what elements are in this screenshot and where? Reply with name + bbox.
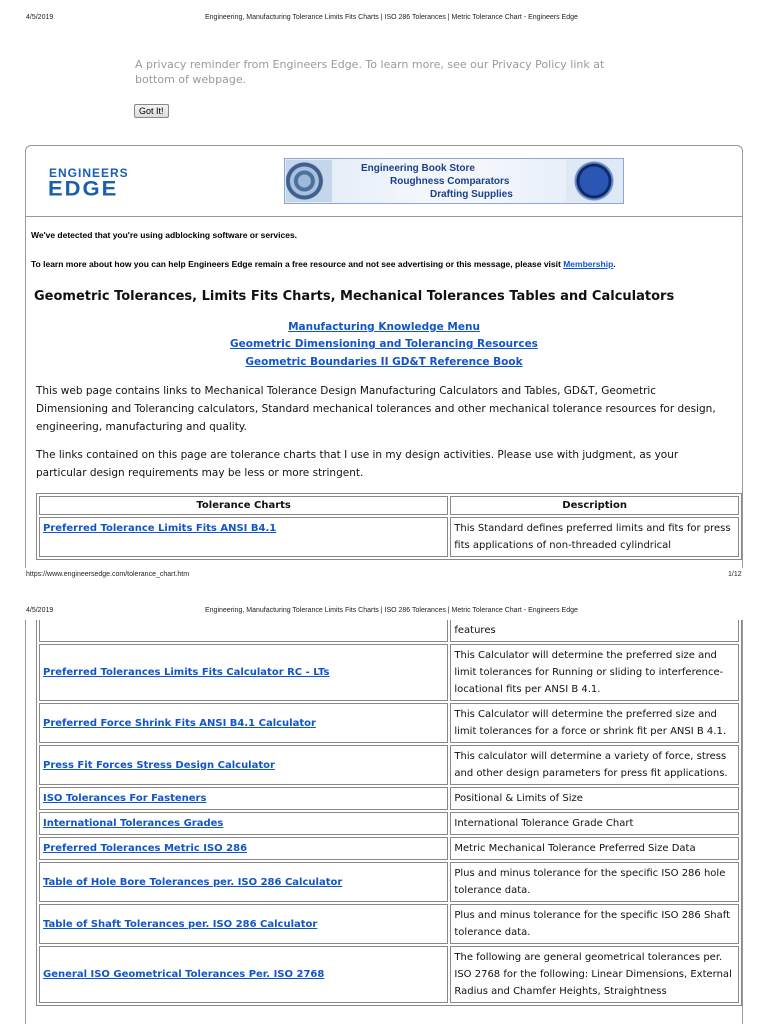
tolerance-chart-link[interactable]: ISO Tolerances For Fasteners — [39, 787, 448, 810]
intro-paragraph: This web page contains links to Mechanical Tolerance Design Manufacturing Calculators and Tables, GD&T, Geometric Dimensioning and Tolerancing calculators, Standard mechanical tolerances and other mechanical tolerance resources for design, engineering, manufacturing and quality. — [36, 385, 716, 433]
table-row — [39, 837, 739, 860]
tolerance-chart-link[interactable]: Press Fit Forces Stress Design Calculator — [39, 745, 448, 785]
chart-description: The following are general geometrical tolerances per. ISO 2768 for the following: Linear Dimensions, External Radius and Chamfer Heights, Straightness — [450, 946, 739, 1003]
ad-banner[interactable] — [284, 158, 624, 204]
membership-link[interactable]: Membership — [563, 259, 614, 269]
table-row — [39, 620, 739, 642]
print-title: Engineering, Manufacturing Tolerance Limits Fits Charts | ISO 286 Tolerances | Metric Tolerance Chart - Engineers Edge — [205, 14, 578, 21]
table-row — [39, 644, 739, 701]
chart-description: Metric Mechanical Tolerance Preferred Size Data — [450, 837, 739, 860]
table-row — [39, 904, 739, 944]
logo-line1[interactable]: ENGINEERS — [49, 166, 129, 180]
tolerance-chart-link[interactable]: Preferred Force Shrink Fits ANSI B4.1 Calculator — [39, 703, 448, 743]
tolerance-table-continued — [36, 620, 742, 1006]
tolerance-chart-link[interactable]: Preferred Tolerances Metric ISO 286 — [39, 837, 448, 860]
gears-image-icon — [286, 160, 332, 202]
banner-line-1[interactable]: Engineering Book Store — [361, 163, 475, 174]
tolerance-chart-link[interactable]: Table of Hole Bore Tolerances per. ISO 286 Calculator — [39, 862, 448, 902]
print-footer-url: https://www.engineersedge.com/tolerance_chart.htm — [26, 571, 190, 578]
gdt-resources-link[interactable]: Geometric Dimensioning and Tolerancing Resources — [230, 338, 538, 350]
got-it-button[interactable]: Got It! — [134, 104, 169, 118]
banner-line-3[interactable]: Drafting Supplies — [430, 189, 513, 200]
privacy-reminder: A privacy reminder from Engineers Edge. To learn more, see our Privacy Policy link at bottom of webpage. — [135, 58, 605, 86]
banner-line-2[interactable]: Roughness Comparators — [390, 176, 510, 187]
table-row — [39, 703, 739, 743]
logo-line2[interactable]: EDGE — [48, 176, 119, 201]
chart-description: This calculator will determine a variety of force, stress and other design parameters for press fit applications. — [450, 745, 739, 785]
chart-description: Plus and minus tolerance for the specific ISO 286 Shaft tolerance data. — [450, 904, 739, 944]
adblock-text: To learn more about how you can help Engineers Edge remain a free resource and not see advertising or this message, please visit — [31, 259, 564, 269]
page-title: Geometric Tolerances, Limits Fits Charts, Mechanical Tolerances Tables and Calculators — [34, 289, 675, 304]
print-date: 4/5/2019 — [26, 14, 54, 21]
header-divider — [26, 216, 742, 217]
print-title-p2: Engineering, Manufacturing Tolerance Limits Fits Charts | ISO 286 Tolerances | Metric Tolerance Chart - Engineers Edge — [205, 607, 578, 614]
manufacturing-menu-link[interactable]: Manufacturing Knowledge Menu — [288, 321, 480, 333]
adblock-notice: We've detected that you're using adblocking software or services. — [31, 230, 298, 240]
chart-description: Positional & Limits of Size — [450, 787, 739, 810]
chart-description: features — [450, 620, 739, 642]
tolerance-chart-link[interactable]: General ISO Geometrical Tolerances Per. ISO 2768 — [39, 946, 448, 1003]
table-row — [39, 862, 739, 902]
gdt-book-link[interactable]: Geometric Boundaries II GD&T Reference Book — [245, 356, 523, 368]
tolerance-chart-link[interactable]: International Tolerances Grades — [39, 812, 448, 835]
table-row — [39, 946, 739, 1003]
col-header-description: Description — [450, 496, 739, 515]
tolerance-chart-link[interactable]: Preferred Tolerance Limits Fits ANSI B4.1 — [39, 517, 448, 557]
table-row — [39, 517, 739, 557]
adblock-period: . — [613, 259, 616, 269]
chart-description: Plus and minus tolerance for the specific ISO 286 hole tolerance data. — [450, 862, 739, 902]
print-date-p2: 4/5/2019 — [26, 607, 54, 614]
chart-description: This Calculator will determine the preferred size and limit tolerances for Running or sliding to interference-locational fits per ANSI B 4.1. — [450, 644, 739, 701]
table-row — [39, 745, 739, 785]
judgment-paragraph: The links contained on this page are tolerance charts that I use in my design activities. Please use with judgment, as your particular design requirements may be less or more stringent. — [36, 449, 679, 479]
print-page-number: 1/12 — [728, 571, 742, 578]
tolerance-chart-link[interactable]: Preferred Tolerances Limits Fits Calculator RC - LTs — [39, 644, 448, 701]
page-frame-continued — [25, 620, 743, 1024]
chart-description: International Tolerance Grade Chart — [450, 812, 739, 835]
tolerance-table — [36, 493, 742, 560]
empty-cell — [39, 620, 448, 642]
col-header-charts: Tolerance Charts — [39, 496, 448, 515]
globe-image-icon — [566, 160, 622, 202]
adblock-membership-line — [31, 259, 616, 269]
table-row — [39, 787, 739, 810]
chart-description: This Calculator will determine the preferred size and limit tolerances for a force or shrink fit per ANSI B 4.1. — [450, 703, 739, 743]
tolerance-chart-link[interactable]: Table of Shaft Tolerances per. ISO 286 Calculator — [39, 904, 448, 944]
chart-description: This Standard defines preferred limits and fits for press fits applications of non-threaded cylindrical — [450, 517, 739, 557]
page-frame — [25, 145, 743, 568]
table-row — [39, 812, 739, 835]
